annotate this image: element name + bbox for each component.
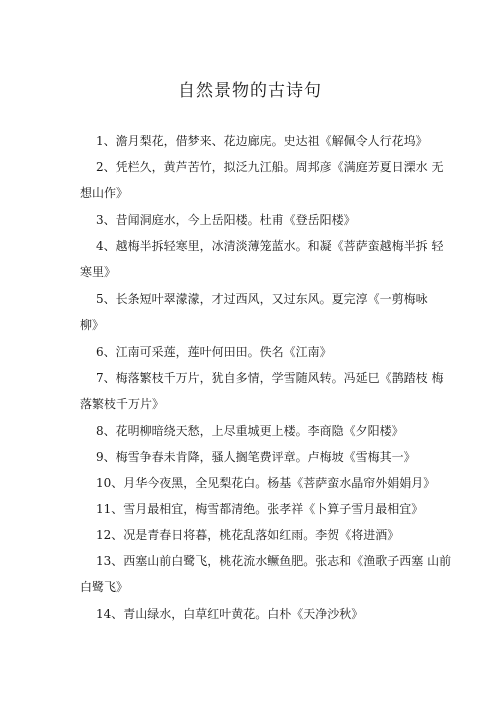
poem-item <box>96 207 426 233</box>
poem-item <box>80 548 452 600</box>
poem-item <box>96 522 426 548</box>
poem-number: 3、 <box>96 213 116 227</box>
poem-text: 青山绿水，白草红叶黄花。白朴《天净沙秋》 <box>123 607 364 621</box>
poem-list <box>80 128 452 627</box>
poem-text: 月华今夜黑，全见梨花白。杨基《菩萨蛮水晶帘外娟娟月》 <box>123 476 436 490</box>
poem-text: 西塞山前白鹭飞，桃花流水鳜鱼肥。张志和《渔歌子西塞 山前 <box>123 554 452 568</box>
poem-item <box>80 365 444 417</box>
poem-text: 花明柳暗绕天愁，上尽重城更上楼。李商隐《夕阳楼》 <box>115 424 404 438</box>
poem-text: 梅落繁枝千万片，犹自多情，学雪随风转。冯延巳《鹊踏枝 梅 <box>115 371 444 385</box>
poem-text-continued: 落繁枝千万片》 <box>80 397 165 411</box>
poem-text: 凭栏久，黄芦苦竹，拟泛九江船。周邦彦《满庭芳夏日溧水 无 <box>115 160 444 174</box>
poem-number: 8、 <box>96 424 116 438</box>
poem-number: 5、 <box>96 292 116 306</box>
poem-number: 13、 <box>96 554 124 568</box>
poem-number: 7、 <box>96 371 116 385</box>
poem-number: 12、 <box>96 528 124 542</box>
poem-item <box>80 286 428 338</box>
poem-number: 4、 <box>96 239 116 253</box>
poem-item <box>96 444 426 470</box>
poem-number: 9、 <box>96 450 116 464</box>
poem-item <box>80 154 444 206</box>
poem-text: 雪月最相宜，梅雪都清绝。张孝祥《卜算子雪月最相宜》 <box>123 502 424 516</box>
poem-text-continued: 想山作》 <box>80 186 129 200</box>
poem-number: 11、 <box>96 502 124 516</box>
poem-number: 1、 <box>96 134 116 148</box>
poem-text: 昔闻洞庭水，今上岳阳楼。杜甫《登岳阳楼》 <box>115 213 356 227</box>
poem-text: 况是青春日将暮，桃花乱落如红雨。李贺《将进酒》 <box>123 528 400 542</box>
poem-text: 越梅半拆轻寒里，冰清淡薄笼蓝水。和凝《菩萨蛮越梅半拆 轻 <box>115 239 444 253</box>
poem-text-continued: 寒里》 <box>80 265 117 279</box>
poem-number: 6、 <box>96 345 116 359</box>
poem-item <box>96 418 426 444</box>
poem-item <box>96 601 426 627</box>
page-title: 自然景物的古诗句 <box>178 81 322 101</box>
poem-text: 梅雪争春未肯降，骚人搁笔费评章。卢梅坡《雪梅其一》 <box>115 450 416 464</box>
poem-item <box>96 496 426 522</box>
poem-number: 10、 <box>96 476 124 490</box>
poem-number: 14、 <box>96 607 124 621</box>
poem-item <box>96 339 426 365</box>
poem-item <box>96 128 426 154</box>
poem-number: 2、 <box>96 160 116 174</box>
poem-text-continued: 柳》 <box>80 318 105 332</box>
poem-text-continued: 白鹭飞》 <box>80 580 129 594</box>
poem-item <box>96 470 436 496</box>
poem-item <box>80 233 444 285</box>
poem-text: 江南可采莲，莲叶何田田。佚名《江南》 <box>115 345 332 359</box>
poem-text: 长条短叶翠濛濛，才过西风，又过东风。夏完淳《一剪梅咏 <box>115 292 428 306</box>
poem-text: 澹月梨花，借梦来、花边廊庑。史达祖《解佩令人行花坞》 <box>115 134 428 148</box>
